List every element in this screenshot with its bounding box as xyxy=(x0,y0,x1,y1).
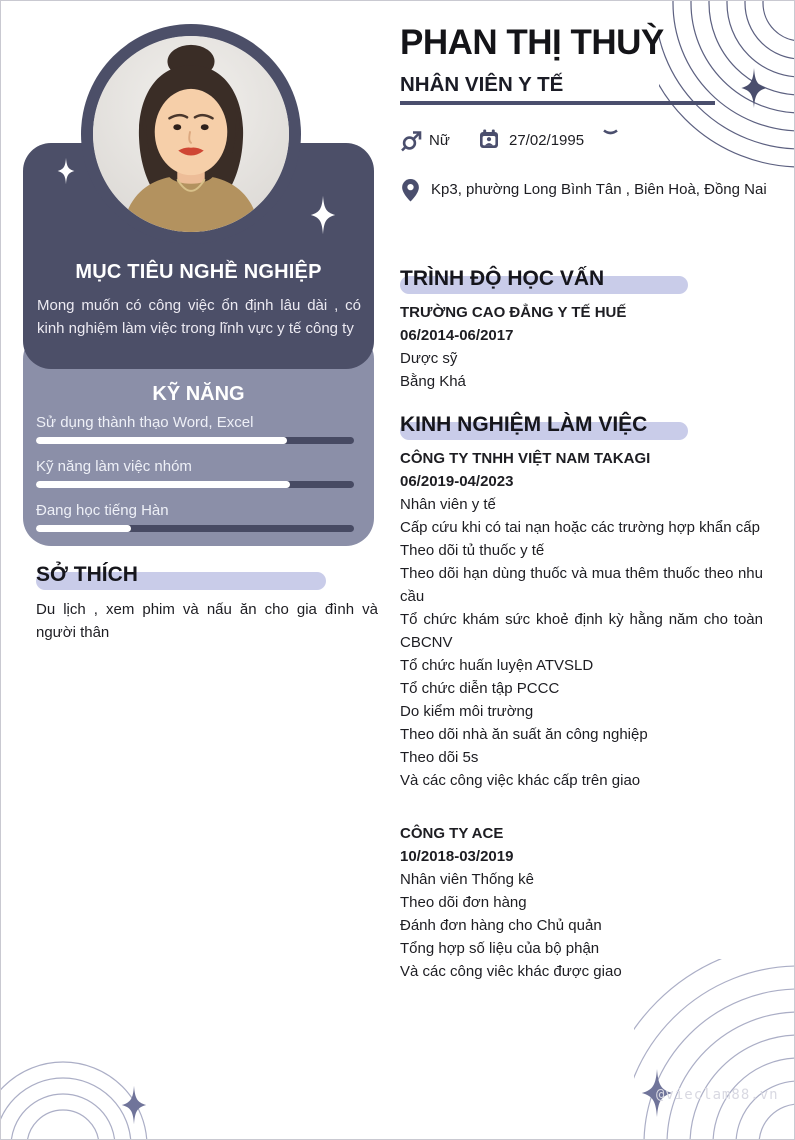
skill-label: Đang học tiếng Hàn xyxy=(36,502,169,519)
job-period: 10/2018-03/2019 xyxy=(400,848,514,865)
job-duty: Theo dõi tủ thuốc y tế xyxy=(400,542,545,559)
education-period: 06/2014-06/2017 xyxy=(400,327,514,344)
hobbies-section xyxy=(36,561,378,644)
sparkle-star-icon xyxy=(118,1085,150,1125)
job-title: NHÂN VIÊN Y TẾ xyxy=(400,73,564,96)
job-period: 06/2019-04/2023 xyxy=(400,473,514,490)
job-duty: Cấp cứu khi có tai nạn hoặc các trường hợp khẩn cấp xyxy=(400,519,760,536)
job-entry xyxy=(400,822,763,983)
dash-mark-icon xyxy=(603,129,618,136)
skill-progress-fill xyxy=(36,437,287,444)
skill-progress-bar xyxy=(36,525,354,532)
site-watermark: @vieclam88.vn xyxy=(656,1087,779,1103)
objective-heading: MỤC TIÊU NGHỀ NGHIỆP xyxy=(75,261,322,283)
profile-photo xyxy=(93,36,289,232)
skill-label: Kỹ năng làm việc nhóm xyxy=(36,458,192,475)
sparkle-star-icon xyxy=(55,157,77,185)
education-detail: Dược sỹ xyxy=(400,350,458,367)
sparkle-star-icon xyxy=(737,68,771,108)
job-duty: Và các công viêc khác được giao xyxy=(400,963,622,980)
education-heading: TRÌNH ĐỘ HỌC VẤN xyxy=(400,265,763,293)
gender-icon xyxy=(400,129,423,152)
personal-info-row xyxy=(400,129,763,151)
skill-item xyxy=(36,415,354,444)
hobbies-heading: SỞ THÍCH xyxy=(36,561,378,589)
experience-section xyxy=(400,411,763,983)
company-name: CÔNG TY TNHH VIỆT NAM TAKAGI xyxy=(400,450,651,467)
skill-label: Sử dụng thành thạo Word, Excel xyxy=(36,414,254,431)
hobbies-text: Du lịch , xem phim và nấu ăn cho gia đình và người thân xyxy=(36,601,378,641)
job-duty: Theo dõi hạn dùng thuốc và mua thêm thuốc theo nhu cầu xyxy=(400,565,763,605)
job-duty: Tổ chức khám sức khoẻ định kỳ hằng năm cho toàn CBCNV xyxy=(400,611,763,651)
school-name: TRƯỜNG CAO ĐẲNG Y TẾ HUẾ xyxy=(400,304,627,321)
skill-progress-bar xyxy=(36,481,354,488)
birth-date-value: 27/02/1995 xyxy=(509,132,585,149)
job-duty: Theo dõi 5s xyxy=(400,749,479,766)
education-section xyxy=(400,265,763,393)
job-duty: Tổ chức diễn tập PCCC xyxy=(400,680,560,697)
location-pin-icon xyxy=(402,179,419,202)
top-right-arcs-decoration xyxy=(659,1,794,181)
person-name: PHAN THỊ THUỲ xyxy=(400,23,664,62)
job-entry xyxy=(400,447,763,792)
job-duty: Nhân viên y tế xyxy=(400,496,496,513)
education-detail: Bằng Khá xyxy=(400,373,466,390)
birthday-calendar-icon xyxy=(479,129,499,149)
portrait-illustration xyxy=(93,36,289,232)
skill-item xyxy=(36,459,354,488)
job-duty: Theo dõi nhà ăn suất ăn công nghiệp xyxy=(400,726,648,743)
skill-item xyxy=(36,503,354,532)
skill-progress-fill xyxy=(36,481,290,488)
education-body xyxy=(400,301,763,393)
job-duty: Tổng hợp số liệu của bộ phận xyxy=(400,940,600,957)
job-duty: Nhân viên Thống kê xyxy=(400,871,534,888)
job-duty: Tổ chức huấn luyện ATVSLD xyxy=(400,657,594,674)
title-underline xyxy=(400,101,715,105)
profile-photo-ring xyxy=(81,24,301,244)
experience-heading: KINH NGHIỆM LÀM VIỆC xyxy=(400,411,763,439)
skill-progress-fill xyxy=(36,525,131,532)
skills-list xyxy=(36,415,354,547)
address-value: Kp3, phường Long Bình Tân , Biên Hoà, Đồng Nai xyxy=(431,181,767,198)
sparkle-star-icon xyxy=(307,195,339,235)
job-duty: Đánh đơn hàng cho Chủ quản xyxy=(400,917,602,934)
skill-progress-bar xyxy=(36,437,354,444)
skills-heading: KỸ NĂNG xyxy=(152,383,245,405)
company-name: CÔNG TY ACE xyxy=(400,825,504,842)
gender-value: Nữ xyxy=(429,132,450,149)
job-duty: Theo dõi đơn hàng xyxy=(400,894,527,911)
job-duty: Do kiểm môi trường xyxy=(400,703,534,720)
job-duty: Và các công việc khác cấp trên giao xyxy=(400,772,641,789)
objective-text: Mong muốn có công việc ổn định lâu dài , có kinh nghiệm làm việc trong lĩnh vực y tế công ty xyxy=(37,297,361,337)
